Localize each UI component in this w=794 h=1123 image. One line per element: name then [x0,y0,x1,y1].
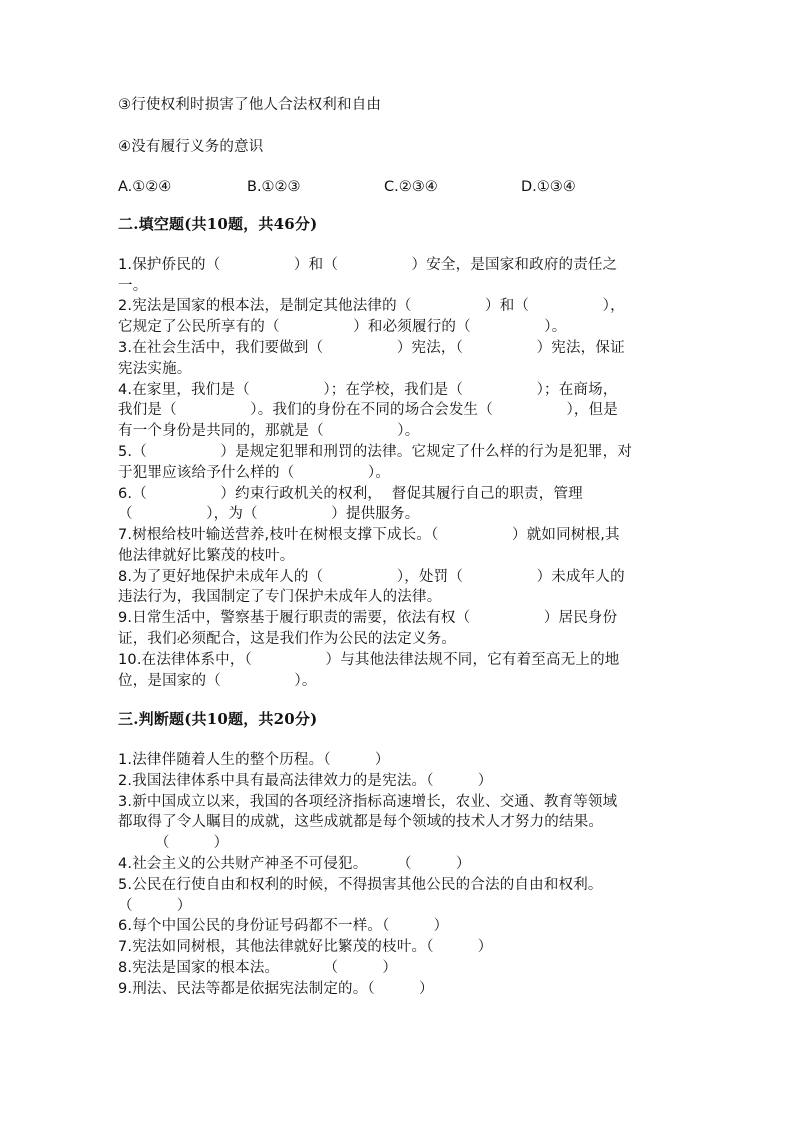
true-false-line: 7.宪法如同树根，其他法律就好比繁茂的枝叶。（ ） [118,939,493,955]
fill-blank-line: 1.保护侨民的（ ）和（ ）安全，是国家和政府的责任之 [118,257,618,273]
true-false-line: 5.公民在行使自由和权利的时候，不得损害其他公民的合法的自由和权利。 [118,877,603,893]
fill-blank-line: 7.树根给枝叶输送营养,枝叶在树根支撑下成长。（ ）就如同树根,其 [118,527,620,543]
true-false-line: 8.宪法是国家的根本法。 （ ） [118,960,398,976]
choice-item-3: ③行使权利时损害了他人合法权利和自由 [118,97,382,113]
fill-blank-line: 违法行为，我国制定了专门保护未成年人的法律。 [118,589,442,605]
option-a: A.①②④ [118,179,172,195]
fill-blank-line: 5.（ ）是规定犯罪和刑罚的法律。它规定了什么样的行为是犯罪，对 [118,444,633,460]
option-c: C.②③④ [384,179,438,195]
true-false-line: 都取得了令人瞩目的成就，这些成就都是每个领域的技术人才努力的结果。 [118,814,604,830]
fill-blank-line: 位，是国家的（ ）。 [118,673,317,689]
fill-blank-line: 于犯罪应该给予什么样的（ ）。 [118,465,391,481]
fill-blank-line: 3.在社会生活中，我们要做到（ ）宪法，（ ）宪法，保证 [118,340,625,356]
fill-blank-line: 2.宪法是国家的根本法，是制定其他法律的（ ）和（ ）， [118,298,625,314]
true-false-line: 6.每个中国公民的身份证号码都不一样。（ ） [118,918,449,934]
choice-item-4: ④没有履行义务的意识 [118,139,264,155]
fill-blank-line: （ ），为（ ）提供服务。 [118,506,420,522]
fill-blank-line: 证，我们必须配合，这是我们作为公民的法定义务。 [118,631,457,647]
fill-blank-line: 我们是（ ）。我们的身份在不同的场合会发生（ ），但是 [118,402,618,418]
fill-blank-line: 他法律就好比繁茂的枝叶。 [118,548,295,564]
true-false-line: （ ） [118,898,192,914]
fill-blank-line: 有一个身份是共同的，那就是（ ）。 [118,423,420,439]
true-false-line: 4.社会主义的公共财产神圣不可侵犯。 （ ） [118,856,471,872]
true-false-line: 9.刑法、民法等都是依据宪法制定的。（ ） [118,981,434,997]
section-heading-fill-blank: 二.填空题(共10题，共46分) [118,215,318,233]
option-d: D.①③④ [521,179,576,195]
fill-blank-line: 10.在法律体系中，（ ）与其他法律法规不同，它有着至高无上的地 [118,652,620,668]
fill-blank-line: 它规定了公民所享有的（ ）和必须履行的（ ）。 [118,319,567,335]
fill-blank-line: 6.（ ）约束行政机关的权利， 督促其履行自己的职责，管理 [118,486,583,502]
true-false-line: 1.法律伴随着人生的整个历程。（ ） [118,752,390,768]
fill-blank-line: 9.日常生活中，警察基于履行职责的需要，依法有权（ ）居民身份 [118,610,618,626]
section-heading-true-false: 三.判断题(共10题，共20分) [118,710,318,728]
fill-blank-line: 4.在家里，我们是（ ）；在学校，我们是（ ）；在商场， [118,382,618,398]
true-false-line: （ ） [118,835,229,851]
true-false-line: 3.新中国成立以来，我国的各项经济指标高速增长，农业、交通、教育等领域 [118,794,618,810]
option-b: B.①②③ [247,179,301,195]
fill-blank-line: 宪法实施。 [118,361,192,377]
fill-blank-line: 8.为了更好地保护未成年人的（ ），处罚（ ）未成年人的 [118,569,625,585]
true-false-line: 2.我国法律体系中具有最高法律效力的是宪法。（ ） [118,773,493,789]
fill-blank-line: 一。 [118,278,148,294]
